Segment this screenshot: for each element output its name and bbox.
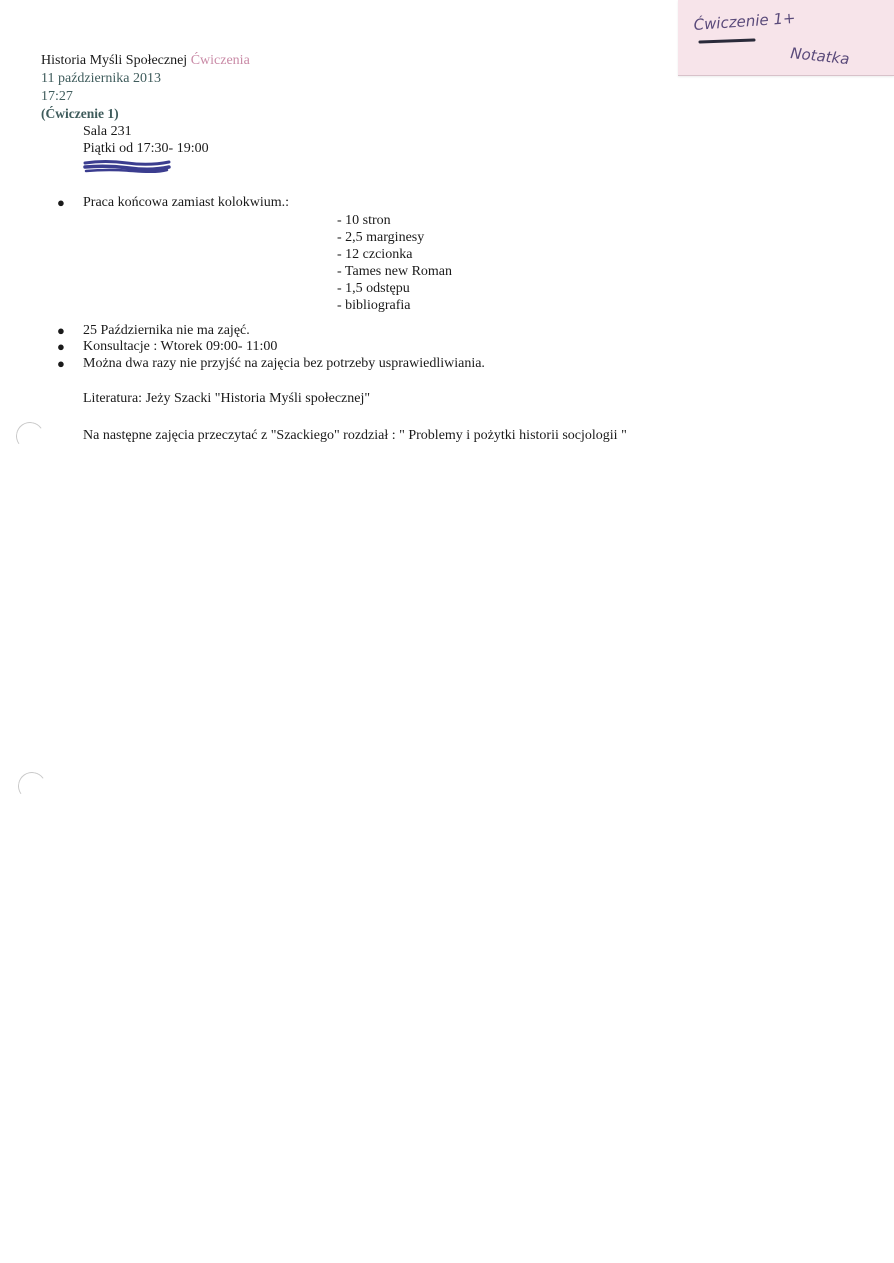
requirement-item: - 10 stron	[337, 213, 391, 228]
bullet-dot: ●	[57, 195, 65, 210]
literature-line: Literatura: Jeży Szacki "Historia Myśli społecznej"	[83, 391, 371, 406]
requirement-item: - bibliografia	[337, 298, 411, 313]
sticky-line1: Ćwiczenie 1+	[693, 8, 797, 34]
bullet-final-work: Praca końcowa zamiast kolokwium.:	[83, 195, 290, 210]
note-tag: (Ćwiczenie 1)	[41, 106, 119, 121]
punch-hole-mark	[16, 770, 48, 802]
sticky-line2: Notatka	[789, 44, 851, 69]
requirement-item: - 12 czcionka	[337, 247, 413, 262]
requirement-item: - 2,5 marginesy	[337, 230, 425, 245]
struck-out-text	[83, 158, 171, 174]
hours-info: Piątki od 17:30- 19:00	[83, 141, 209, 156]
next-class-line: Na następne zajęcia przeczytać z "Szackiego" rozdział : " Problemy i pożytki historii socjologii "	[83, 428, 627, 443]
bullet-absences: Można dwa razy nie przyjść na zajęcia bez potrzeby usprawiedliwiania.	[83, 356, 485, 371]
section-name: Ćwiczenia	[190, 53, 250, 68]
punch-hole-mark	[14, 420, 46, 452]
requirement-item: - Tames new Roman	[337, 264, 453, 279]
sticky-note	[678, 0, 894, 76]
room-info: Sala 231	[83, 124, 132, 139]
bullet-dot: ●	[57, 339, 65, 354]
bullet-dot: ●	[57, 356, 65, 371]
bullet-dot: ●	[57, 323, 65, 338]
requirement-item: - 1,5 odstępu	[337, 281, 410, 296]
note-date: 11 października 2013	[41, 71, 161, 86]
requirements-list	[337, 212, 452, 314]
bullet-consultations: Konsultacje : Wtorek 09:00- 11:00	[83, 339, 278, 354]
sticky-note-handwriting	[678, 0, 894, 75]
course-name: Historia Myśli Społecznej	[41, 53, 188, 68]
page-title	[41, 52, 250, 69]
bullet-no-class: 25 Października nie ma zajęć.	[83, 323, 250, 338]
note-time: 17:27	[41, 89, 73, 104]
